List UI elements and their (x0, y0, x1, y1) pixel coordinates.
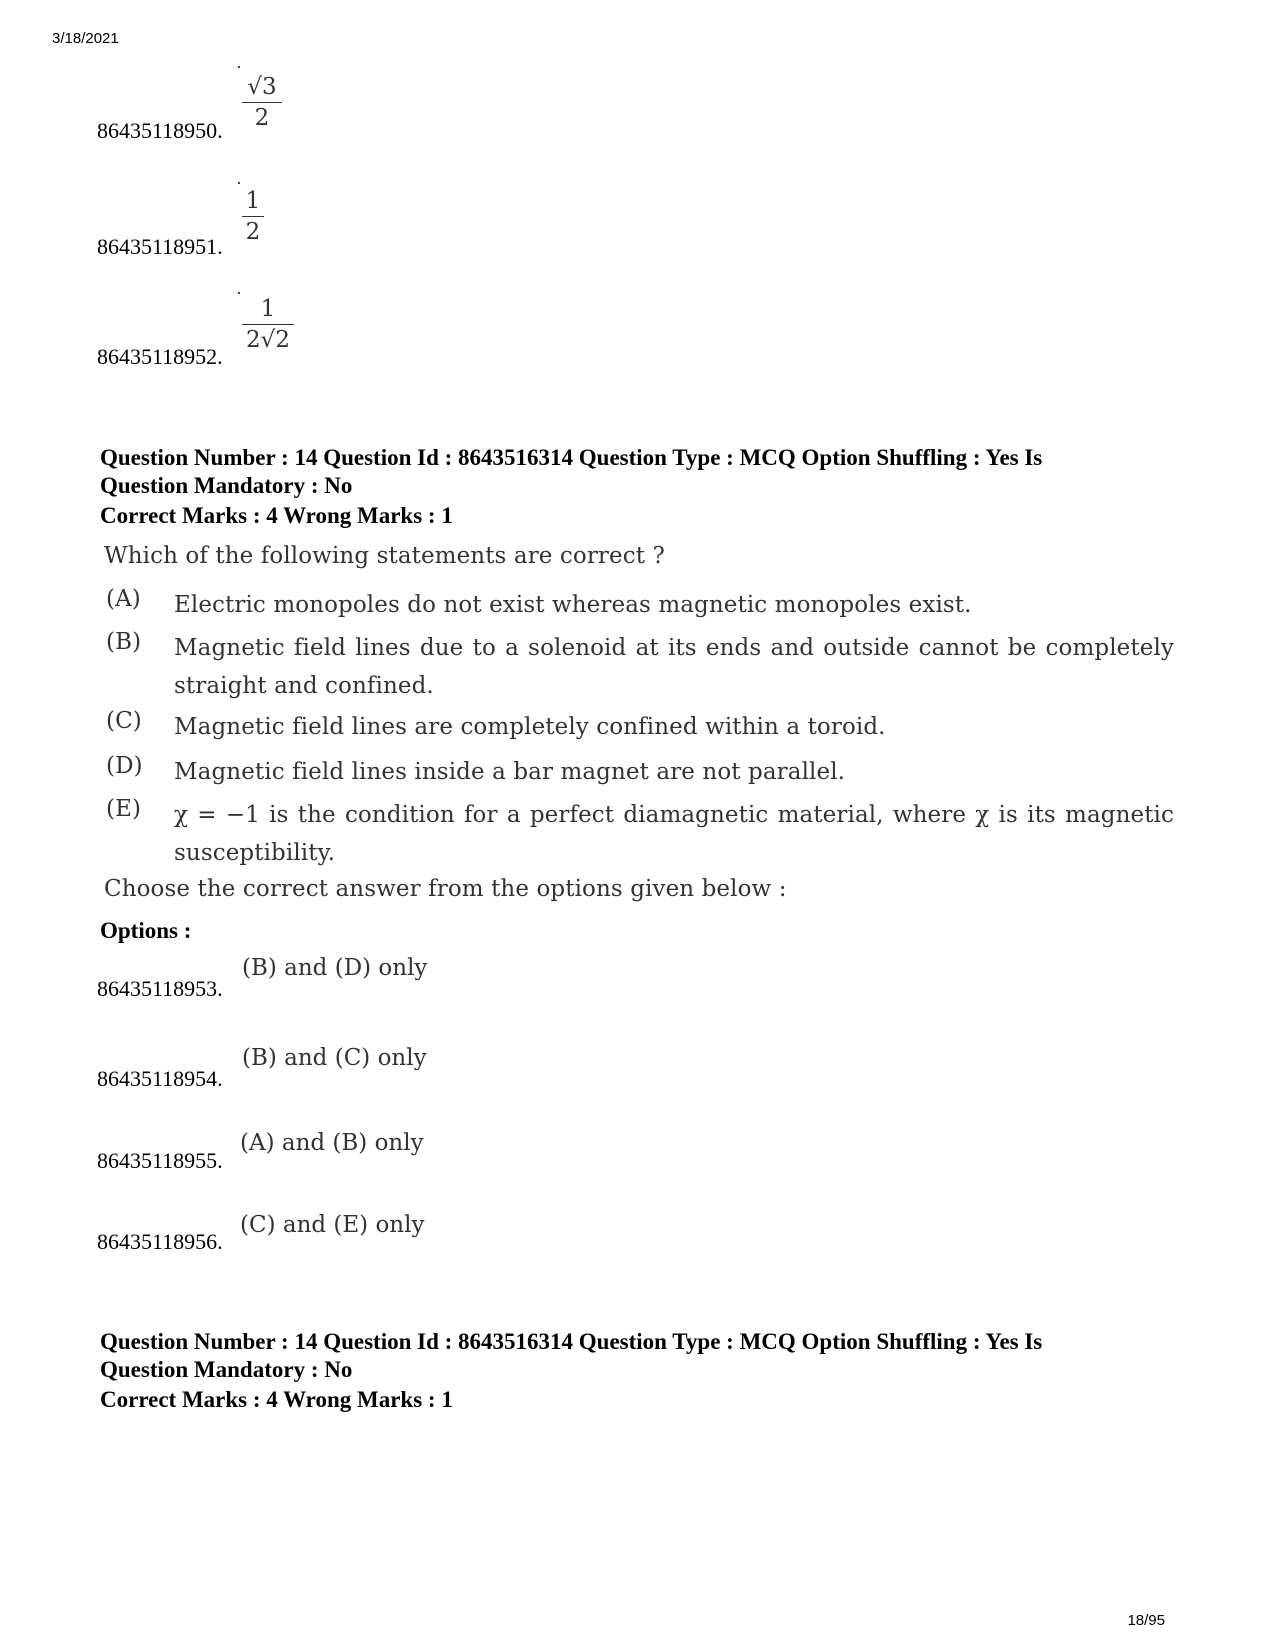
fraction-numerator: 1 (245, 188, 261, 214)
option-id: 86435118950. (97, 118, 223, 143)
next-question-meta (100, 1328, 1140, 1384)
question-prompt: Which of the following statements are correct ? (104, 543, 665, 569)
fraction-sqrt3-over-2 (242, 72, 282, 133)
statement-text: Electric monopoles do not exist whereas magnetic monopoles exist. (174, 592, 972, 618)
option-id: 86435118956. (97, 1229, 223, 1254)
fraction-denominator: 2 (245, 219, 261, 245)
statement-text: χ = −1 is the condition for a perfect diamagnetic material, where χ is its magnetic susceptibility. (174, 802, 1174, 866)
fraction-denominator: 2 (254, 105, 270, 131)
fraction-1-over-2sqrt2 (242, 294, 294, 355)
option-id: 86435118952. (97, 344, 223, 369)
next-question-meta-line2: Question Mandatory : No (100, 1357, 353, 1382)
fraction-numerator: 1 (260, 296, 276, 322)
statement-label: (D) (106, 753, 143, 779)
page-number: 18/95 (1127, 1612, 1165, 1629)
option-id: 86435118951. (97, 234, 223, 259)
question-meta-line1: Question Number : 14 Question Id : 8643516314 Question Type : MCQ Option Shuffling : Yes Is (100, 445, 1043, 470)
next-question-marks: Correct Marks : 4 Wrong Marks : 1 (100, 1387, 453, 1412)
option-id: 86435118955. (97, 1148, 223, 1173)
statement-text: Magnetic field lines are completely confined within a toroid. (174, 714, 886, 740)
next-question-meta-line1: Question Number : 14 Question Id : 8643516314 Question Type : MCQ Option Shuffling : Yes Is (100, 1329, 1043, 1354)
statement-label: (E) (106, 796, 142, 822)
print-date: 3/18/2021 (52, 30, 119, 47)
fraction-1-over-2 (242, 186, 264, 247)
option-text: (A) and (B) only (240, 1130, 424, 1156)
option-text: (C) and (E) only (240, 1212, 425, 1238)
fraction-denominator: 2√2 (246, 327, 290, 353)
question-instruction: Choose the correct answer from the options given below : (104, 876, 787, 902)
option-id: 86435118953. (97, 976, 223, 1001)
statement-label: (B) (106, 629, 142, 655)
question-marks: Correct Marks : 4 Wrong Marks : 1 (100, 503, 453, 528)
option-id: 86435118954. (97, 1066, 223, 1091)
statement-text: Magnetic field lines due to a solenoid at its ends and outside cannot be completely straight and confined. (174, 635, 1174, 699)
option-text: (B) and (C) only (242, 1045, 427, 1071)
options-label: Options : (100, 918, 192, 943)
option-text: (B) and (D) only (242, 955, 428, 981)
question-meta (100, 444, 1140, 500)
statement-text: Magnetic field lines inside a bar magnet are not parallel. (174, 759, 846, 785)
question-meta-line2: Question Mandatory : No (100, 473, 353, 498)
statement-label: (A) (106, 586, 141, 612)
fraction-numerator: √3 (247, 74, 277, 100)
statement-label: (C) (106, 708, 142, 734)
